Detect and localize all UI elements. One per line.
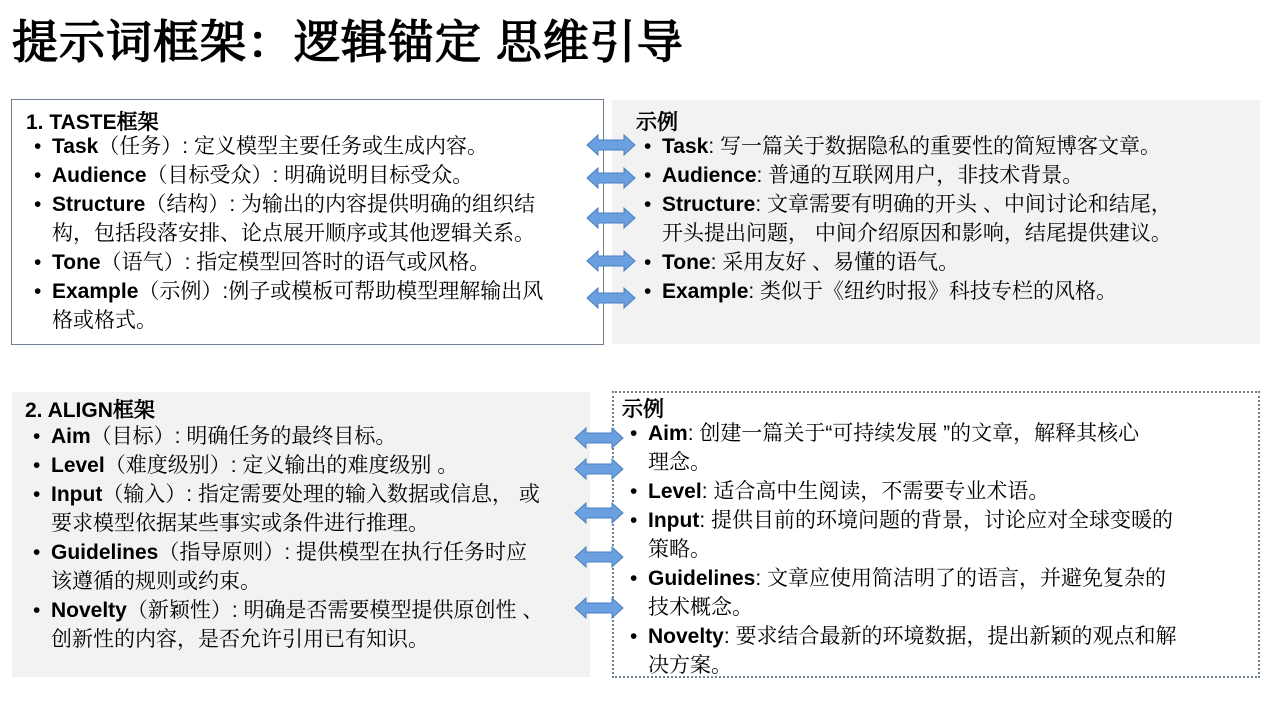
item-term: Tone (662, 251, 711, 274)
double-arrow-icon (574, 502, 624, 524)
list-item: • Task: 写一篇关于数据隐私的重要性的简短博客文章。 (644, 135, 1161, 158)
page-title: 提示词框架：逻辑锚定 思维引导 (12, 16, 684, 68)
item-desc-cont: 理念。 (648, 451, 711, 474)
item-desc: （难度级别）: 定义输出的难度级别 。 (104, 454, 459, 477)
align-example-list (622, 419, 1177, 680)
item-term: Input (648, 509, 700, 532)
item-term: Audience (52, 164, 147, 187)
item-desc: : 文章应使用简洁明了的语言，并避免复杂的 (755, 567, 1167, 590)
list-item: • Structure: 文章需要有明确的开头 、中间讨论和结尾， 开头提出问题， 中间介绍原因和影响，结尾提供建议。 (644, 193, 1172, 245)
list-item: • Structure（结构）: 为输出的内容提供明确的组织结 构，包括段落安排、论点展开顺序或其他逻辑关系。 (34, 193, 536, 245)
item-desc-cont: 格或格式。 (52, 309, 157, 332)
taste-list (26, 132, 543, 335)
item-term: Task (52, 135, 99, 158)
item-term: Level (51, 454, 105, 477)
item-desc: （指导原则）: 提供模型在执行任务时应 (158, 541, 528, 564)
double-arrow-icon (586, 207, 636, 229)
list-item: • Input（输入）: 指定需要处理的输入数据或信息， 或 要求模型依据某些事实或条件进行推理。 (33, 483, 540, 535)
item-desc: （目标）: 明确任务的最终目标。 (90, 425, 397, 448)
item-term: Aim (51, 425, 91, 448)
item-desc: （输入）: 指定需要处理的输入数据或信息， 或 (102, 483, 540, 506)
item-desc: : 提供目前的环境问题的背景，讨论应对全球变暖的 (699, 509, 1173, 532)
item-desc-cont: 策略。 (648, 538, 711, 561)
list-item: • Aim: 创建一篇关于“可持续发展 ”的文章，解释其核心 理念。 (630, 422, 1140, 474)
list-item: • Audience: 普通的互联网用户，非技术背景。 (644, 164, 1084, 187)
item-desc: （新颖性）: 明确是否需要模型提供原创性 、 (126, 599, 544, 622)
item-desc: （结构）: 为输出的内容提供明确的组织结 (145, 193, 536, 216)
item-desc: （目标受众）: 明确说明目标受众。 (146, 164, 474, 187)
item-desc: : 普通的互联网用户，非技术背景。 (756, 164, 1084, 187)
item-desc: : 要求结合最新的环境数据，提出新颖的观点和解 (723, 625, 1177, 648)
taste-heading: 1. TASTE框架 (26, 111, 159, 134)
taste-example-list (636, 132, 1172, 306)
taste-example-panel (612, 100, 1260, 344)
list-item: • Guidelines（指导原则）: 提供模型在执行任务时应 该遵循的规则或约束。 (33, 541, 528, 593)
align-heading: 2. ALIGN框架 (25, 399, 155, 422)
double-arrow-icon (586, 134, 636, 156)
item-term: Input (51, 483, 103, 506)
item-term: Example (52, 280, 139, 303)
list-item: • Level: 适合高中生阅读，不需要专业术语。 (630, 480, 1050, 503)
list-item: • Example（示例）:例子或模板可帮助模型理解输出风 格或格式。 (34, 280, 544, 332)
item-desc-cont: 技术概念。 (648, 596, 753, 619)
item-term: Example (662, 280, 749, 303)
align-framework-panel (12, 392, 590, 677)
item-desc-cont: 要求模型依据某些事实或条件进行推理。 (51, 512, 429, 535)
item-term: Audience (662, 164, 757, 187)
item-desc: : 类似于《纽约时报》科技专栏的风格。 (748, 280, 1118, 303)
item-desc: : 创建一篇关于“可持续发展 ”的文章，解释其核心 (687, 422, 1140, 445)
align-example-panel (612, 391, 1260, 678)
align-example-heading: 示例 (622, 398, 664, 421)
item-desc-cont: 构，包括段落安排、论点展开顺序或其他逻辑关系。 (52, 222, 535, 245)
list-item: • Input: 提供目前的环境问题的背景，讨论应对全球变暖的 策略。 (630, 509, 1173, 561)
list-item: • Aim（目标）: 明确任务的最终目标。 (33, 425, 397, 448)
list-item: • Tone: 采用友好 、易懂的语气。 (644, 251, 960, 274)
item-desc: : 适合高中生阅读，不需要专业术语。 (701, 480, 1050, 503)
item-desc: : 文章需要有明确的开头 、中间讨论和结尾， (755, 193, 1172, 216)
double-arrow-icon (586, 250, 636, 272)
list-item: • Guidelines: 文章应使用简洁明了的语言，并避免复杂的 技术概念。 (630, 567, 1167, 619)
item-desc-cont: 创新性的内容，是否允许引用已有知识。 (51, 628, 429, 651)
list-item: • Novelty（新颖性）: 明确是否需要模型提供原创性 、 创新性的内容，是否允许引用已有知识。 (33, 599, 544, 651)
list-item: • Task（任务）: 定义模型主要任务或生成内容。 (34, 135, 488, 158)
item-term: Structure (662, 193, 756, 216)
item-desc-cont: 该遵循的规则或约束。 (51, 570, 261, 593)
list-item: • Tone（语气）: 指定模型回答时的语气或风格。 (34, 251, 491, 274)
item-term: Aim (648, 422, 688, 445)
item-term: Novelty (648, 625, 724, 648)
align-list (25, 422, 543, 654)
list-item: • Audience（目标受众）: 明确说明目标受众。 (34, 164, 474, 187)
item-term: Novelty (51, 599, 127, 622)
item-desc: （任务）: 定义模型主要任务或生成内容。 (98, 135, 488, 158)
item-desc: （示例）:例子或模板可帮助模型理解输出风 (138, 280, 544, 303)
double-arrow-icon (574, 597, 624, 619)
item-desc: （语气）: 指定模型回答时的语气或风格。 (100, 251, 491, 274)
list-item: • Novelty: 要求结合最新的环境数据，提出新颖的观点和解 决方案。 (630, 625, 1177, 677)
item-desc: : 采用友好 、易懂的语气。 (710, 251, 960, 274)
taste-example-heading: 示例 (636, 111, 678, 134)
item-term: Task (662, 135, 709, 158)
item-desc-cont: 开头提出问题， 中间介绍原因和影响，结尾提供建议。 (662, 222, 1172, 245)
double-arrow-icon (574, 427, 624, 449)
double-arrow-icon (574, 458, 624, 480)
double-arrow-icon (574, 546, 624, 568)
item-term: Structure (52, 193, 146, 216)
item-term: Guidelines (648, 567, 756, 590)
item-term: Guidelines (51, 541, 159, 564)
double-arrow-icon (586, 167, 636, 189)
item-term: Tone (52, 251, 101, 274)
list-item: • Level（难度级别）: 定义输出的难度级别 。 (33, 454, 459, 477)
item-desc: : 写一篇关于数据隐私的重要性的简短博客文章。 (708, 135, 1161, 158)
double-arrow-icon (586, 287, 636, 309)
taste-framework-panel (11, 99, 604, 345)
list-item: • Example: 类似于《纽约时报》科技专栏的风格。 (644, 280, 1118, 303)
item-term: Level (648, 480, 702, 503)
item-desc-cont: 决方案。 (648, 654, 732, 677)
